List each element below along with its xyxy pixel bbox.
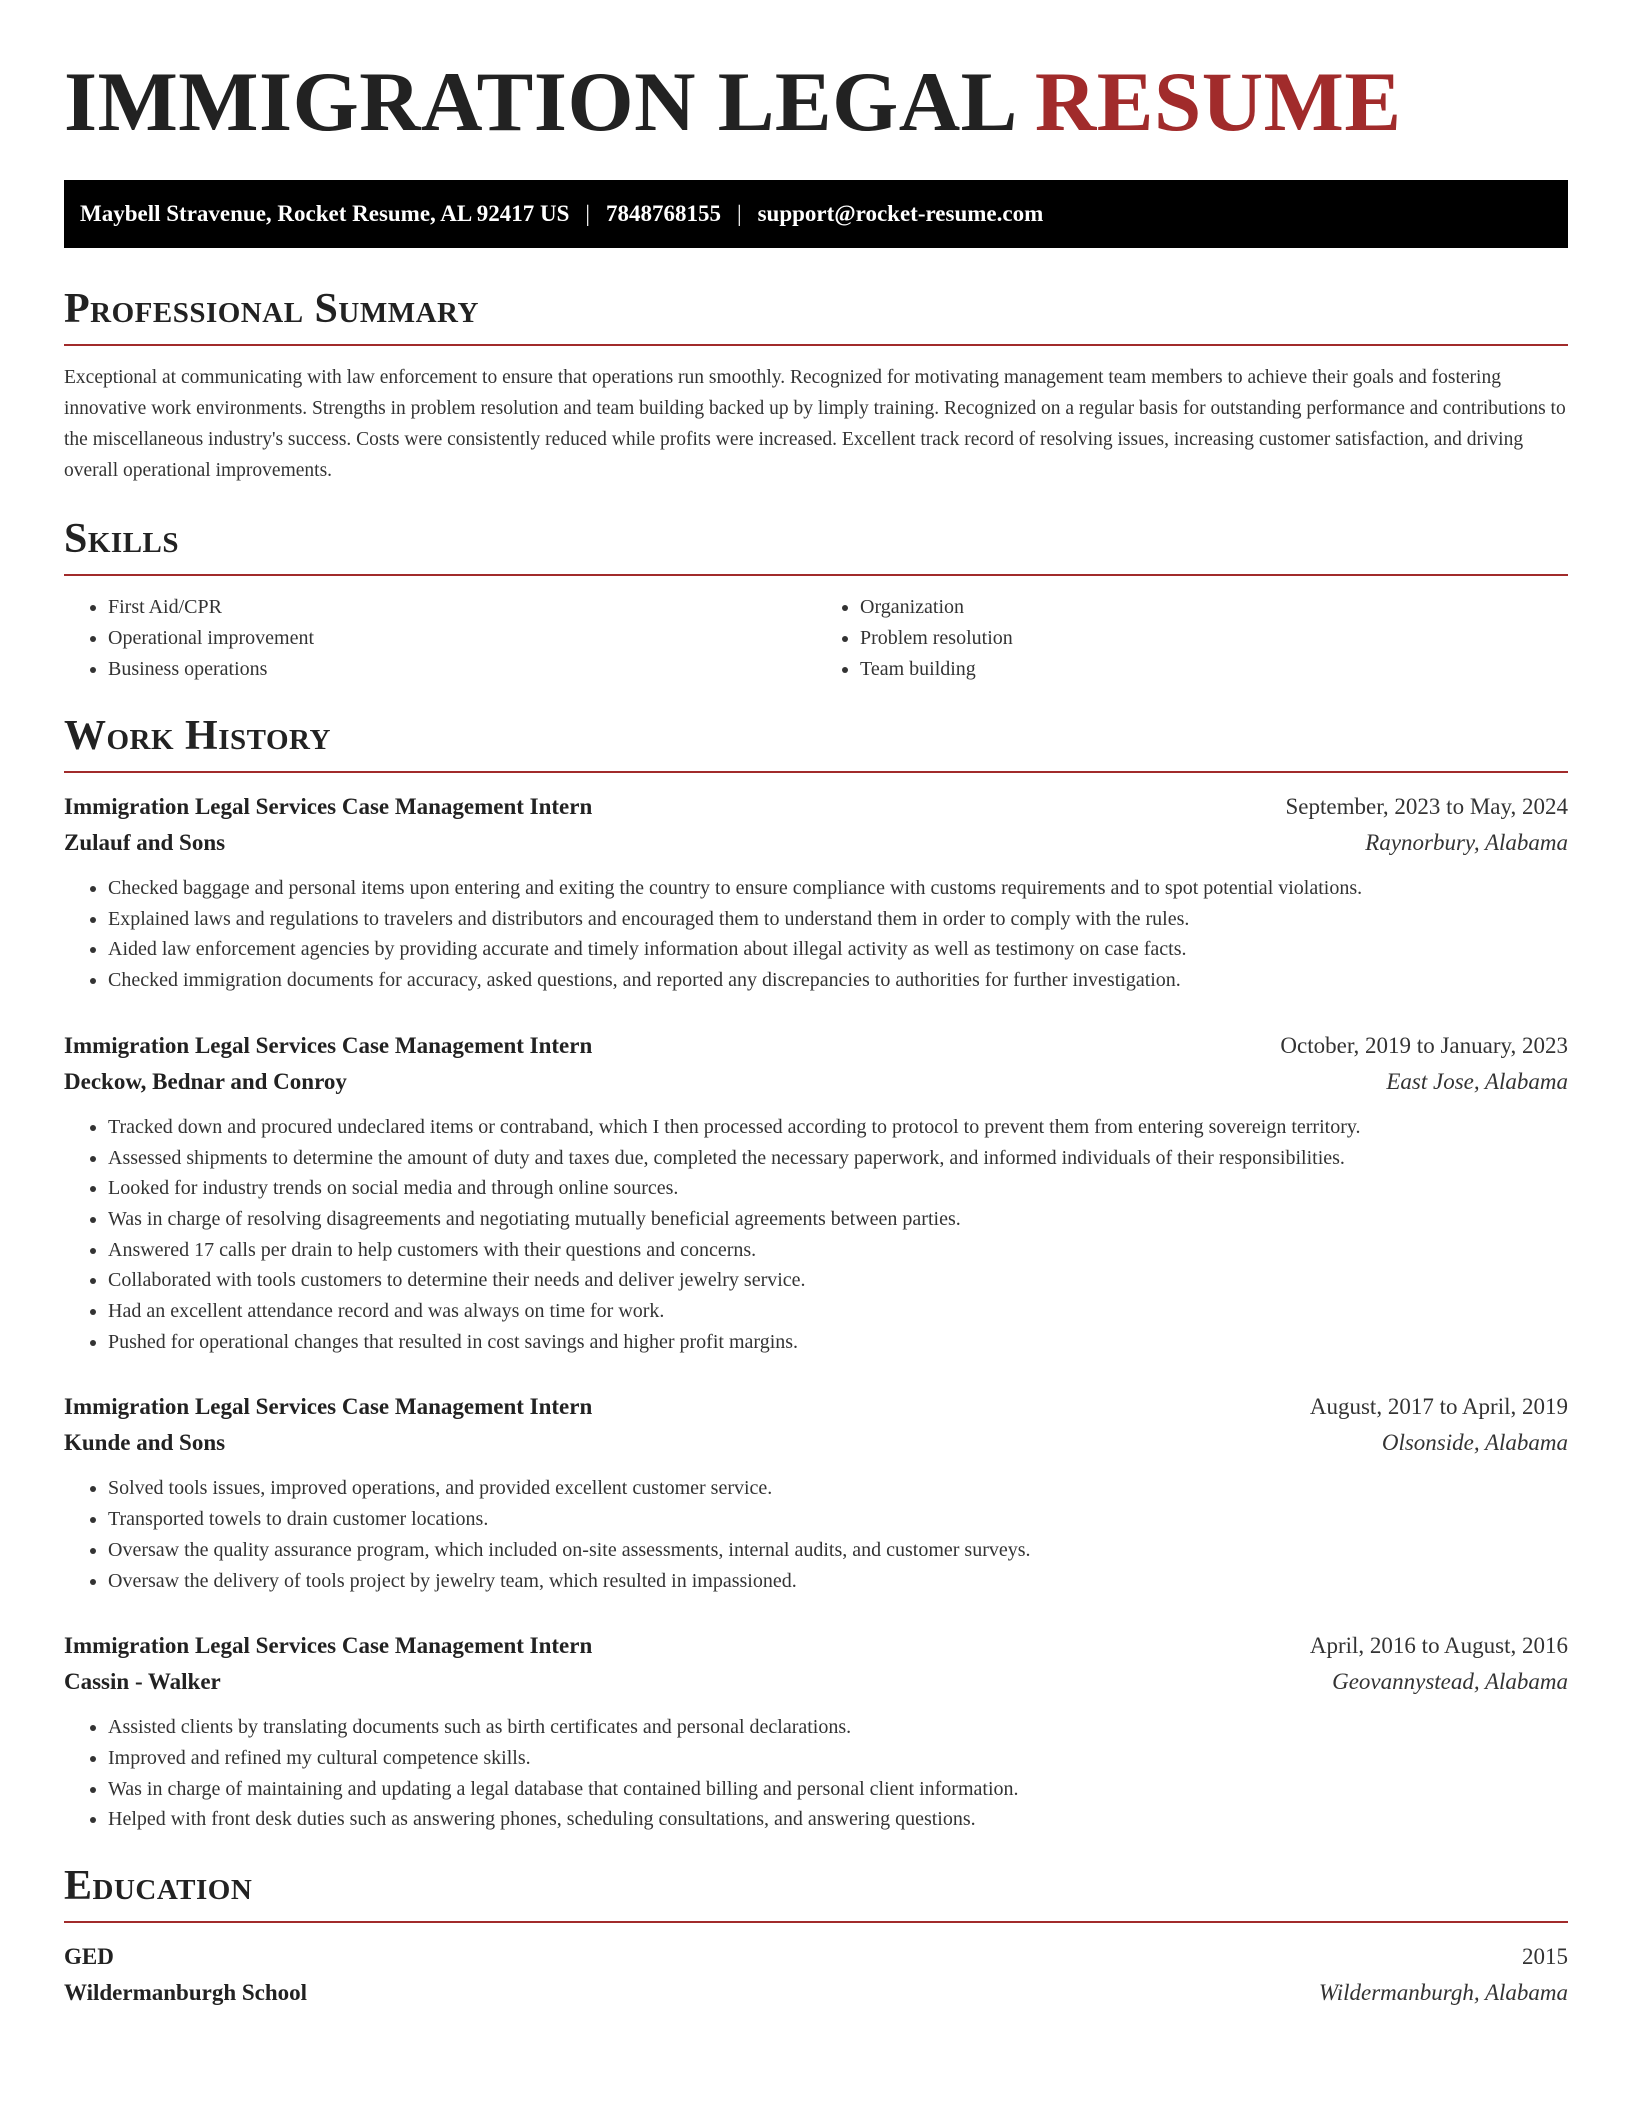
job-bullet: • Assisted clients by translating documents such as birth certificates and personal declarations. — [108, 1712, 1568, 1743]
contact-address: Maybell Stravenue, Rocket Resume, AL 92417 US — [80, 201, 570, 226]
job-entry — [64, 789, 1568, 996]
section-heading-skills: Skills — [64, 516, 180, 562]
job-company: Deckow, Bednar and Conroy — [64, 1068, 347, 1094]
job-header — [64, 789, 1568, 825]
job-dates: October, 2019 to January, 2023 — [1280, 1032, 1568, 1058]
job-subheader — [64, 1064, 1568, 1100]
job-company: Cassin - Walker — [64, 1669, 221, 1695]
title-accent: RESUME — [1034, 55, 1402, 149]
contact-separator: | — [585, 201, 590, 226]
section-divider — [64, 574, 1568, 576]
job-bullet: • Improved and refined my cultural competence skills. — [108, 1743, 1568, 1774]
job-bullets — [64, 1112, 1568, 1358]
job-bullet: • Transported towels to drain customer locations. — [108, 1504, 1568, 1535]
job-location: Raynorbury, Alabama — [1365, 830, 1568, 855]
title-main: IMMIGRATION LEGAL — [64, 55, 1014, 149]
job-company: Kunde and Sons — [64, 1430, 226, 1456]
section-divider — [64, 344, 1568, 346]
job-bullet: • Had an excellent attendance record and was always on time for work. — [108, 1296, 1568, 1327]
job-bullet: • Looked for industry trends on social media and through online sources. — [108, 1173, 1568, 1204]
education-entry — [64, 1939, 1568, 2011]
education-header — [64, 1939, 1568, 1975]
job-bullet: • Answered 17 calls per drain to help customers with their questions and concerns. — [108, 1235, 1568, 1266]
job-bullet: • Oversaw the quality assurance program, which included on-site assessments, internal audits, and customer surveys. — [108, 1535, 1568, 1566]
job-location: Geovannystead, Alabama — [1332, 1669, 1568, 1695]
contact-bar — [64, 180, 1568, 248]
skill-item: • Operational improvement — [108, 623, 816, 654]
job-company: Zulauf and Sons — [64, 830, 226, 855]
work-section — [64, 711, 1568, 1835]
job-title: Immigration Legal Services Case Management Intern — [64, 1032, 593, 1058]
job-location: Olsonside, Alabama — [1381, 1430, 1568, 1456]
section-heading-summary: Professional Summary — [64, 286, 479, 332]
job-bullet: • Aided law enforcement agencies by providing accurate and timely information about illegal activity as well as testimony on case facts. — [108, 934, 1568, 965]
education-school: Wildermanburgh School — [64, 1980, 308, 2006]
job-bullet: • Tracked down and procured undeclared items or contraband, which I then processed according to protocol to prevent them from entering sovereign territory. — [108, 1112, 1568, 1143]
job-dates: August, 2017 to April, 2019 — [1309, 1394, 1568, 1420]
job-bullet: • Pushed for operational changes that resulted in cost savings and higher profit margins. — [108, 1327, 1568, 1358]
skills-list-left — [64, 592, 816, 685]
skill-item: • Organization — [860, 592, 1568, 623]
job-subheader — [64, 1664, 1568, 1700]
section-heading-education: Education — [64, 1863, 253, 1910]
job-entry — [64, 1628, 1568, 1835]
job-title: Immigration Legal Services Case Management Intern — [64, 794, 593, 819]
job-bullet: • Helped with front desk duties such as answering phones, scheduling consultations, and answering questions. — [108, 1804, 1568, 1835]
job-bullets — [64, 873, 1568, 996]
summary-section — [64, 284, 1568, 486]
job-bullet: • Collaborated with tools customers to determine their needs and deliver jewelry service. — [108, 1265, 1568, 1296]
education-location: Wildermanburgh, Alabama — [1318, 1980, 1568, 2006]
resume-title — [64, 52, 1568, 152]
job-dates: September, 2023 to May, 2024 — [1285, 794, 1568, 819]
job-header — [64, 1028, 1568, 1064]
job-subheader — [64, 825, 1568, 861]
contact-separator: | — [736, 201, 742, 226]
section-heading-work: Work History — [64, 713, 331, 759]
skill-item: • Business operations — [108, 654, 816, 685]
contact-email[interactable]: support@rocket-resume.com — [757, 201, 1044, 226]
skill-item: • First Aid/CPR — [108, 592, 816, 623]
job-subheader — [64, 1425, 1568, 1461]
job-bullet: • Checked immigration documents for accuracy, asked questions, and reported any discrepancies to authorities for further investigation. — [108, 965, 1568, 996]
job-title: Immigration Legal Services Case Management Intern — [64, 1394, 593, 1420]
job-entry — [64, 1028, 1568, 1358]
skill-item: • Team building — [860, 654, 1568, 685]
job-bullet: • Was in charge of maintaining and updating a legal database that contained billing and personal client information. — [108, 1774, 1568, 1805]
job-bullet: • Was in charge of resolving disagreements and negotiating mutually beneficial agreements between parties. — [108, 1204, 1568, 1235]
section-divider — [64, 1921, 1568, 1923]
education-degree: GED — [64, 1944, 114, 1970]
job-bullet: • Solved tools issues, improved operations, and provided excellent customer service. — [108, 1473, 1568, 1504]
job-bullet: • Explained laws and regulations to travelers and distributors and encouraged them to understand them in order to comply with the rules. — [108, 904, 1568, 935]
job-bullet: • Checked baggage and personal items upon entering and exiting the country to ensure compliance with customs requirements and to spot potential violations. — [108, 873, 1568, 904]
job-header — [64, 1628, 1568, 1664]
job-entry — [64, 1389, 1568, 1596]
skills-section — [64, 514, 1568, 685]
job-dates: April, 2016 to August, 2016 — [1309, 1633, 1568, 1659]
job-header — [64, 1389, 1568, 1425]
job-location: East Jose, Alabama — [1386, 1068, 1568, 1094]
education-section — [64, 1861, 1568, 2011]
education-year: 2015 — [1522, 1944, 1568, 1970]
job-bullets — [64, 1712, 1568, 1835]
section-divider — [64, 771, 1568, 773]
skills-columns — [64, 592, 1568, 685]
job-bullet: • Oversaw the delivery of tools project by jewelry team, which resulted in impassioned. — [108, 1566, 1568, 1597]
education-subheader — [64, 1975, 1568, 2011]
job-title: Immigration Legal Services Case Management Intern — [64, 1633, 593, 1659]
contact-phone[interactable]: 7848768155 — [605, 201, 721, 226]
skill-item: • Problem resolution — [860, 623, 1568, 654]
skills-list-right — [816, 592, 1568, 685]
job-bullet: • Assessed shipments to determine the amount of duty and taxes due, completed the necessary paperwork, and informed individuals of their responsibilities. — [108, 1143, 1568, 1174]
job-bullets — [64, 1473, 1568, 1596]
summary-text: Exceptional at communicating with law enforcement to ensure that operations run smoothly. Recognized for motivating management team members to achieve their goals and fostering innovative work environments. Strengths in problem resolution and team building backed up by limply training. Recognized on a regular basis for outstanding performance and contributions to the miscellaneous industry's success. Costs were consistently reduced while profits were increased. Excellent track record of resolving issues, increasing customer satisfaction, and driving overall operational improvements. — [64, 367, 1566, 481]
